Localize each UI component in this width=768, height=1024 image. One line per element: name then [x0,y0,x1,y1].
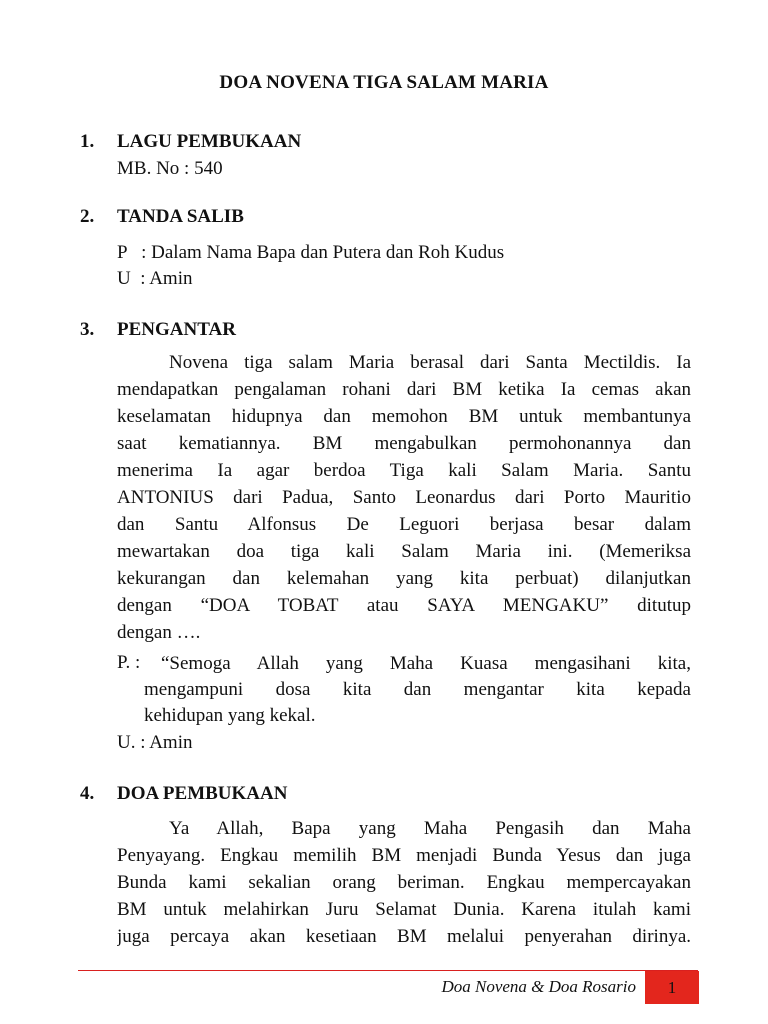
people-response: U. : Amin [117,732,193,753]
section-number: 4. [80,783,95,804]
paragraph-line: dan Santu Alfonsus De Leguori berjasa besar dalam [117,514,691,535]
response-line-u: U : Amin [117,268,193,289]
section-heading-tanda-salib [80,206,244,228]
paragraph-line: keselamatan hidupnya dan memohon BM untuk membantunya [117,406,691,427]
paragraph-line: mewartakan doa tiga kali Salam Maria ini. (Memeriksa [117,541,691,562]
response-line: “Semoga Allah yang Maha Kuasa mengasihani kita, [161,653,691,674]
priest-response-continued [144,677,691,729]
document-title: DOA NOVENA TIGA SALAM MARIA [219,72,549,93]
paragraph-line: Penyayang. Engkau memilih BM menjadi Bunda Yesus dan juga [117,845,691,866]
paragraph-line: ANTONIUS dari Padua, Santo Leonardus dari Porto Mauritio [117,487,691,508]
paragraph-line: dengan …. [117,622,201,643]
paragraph-line: Bunda kami sekalian orang beriman. Engkau mempercayakan [117,872,691,893]
footer-divider [78,970,698,971]
paragraph-line: Ya Allah, Bapa yang Maha Pengasih dan Maha [169,818,691,839]
priest-response [161,651,691,677]
pengantar-paragraph [117,349,691,646]
section-title: LAGU PEMBUKAAN [117,131,302,152]
paragraph-line: mendapatkan pengalaman rohani dari BM ketika Ia cemas akan [117,379,691,400]
section-title: PENGANTAR [117,319,236,340]
response-line-p: P : Dalam Nama Bapa dan Putera dan Roh Kudus [117,242,505,263]
response-prefix-p: P. : [117,652,141,673]
section-number: 1. [80,131,95,152]
paragraph-line: menerima Ia agar berdoa Tiga kali Salam Maria. Santu [117,460,691,481]
response-line: mengampuni dosa kita dan mengantar kita kepada [144,679,691,700]
footer-title: Doa Novena & Doa Rosario [441,977,636,996]
paragraph-line: juga percaya akan kesetiaan BM melalui penyerahan dirinya. [117,926,691,947]
hymn-reference: MB. No : 540 [117,158,223,179]
section-heading-lagu-pembukaan [80,131,301,153]
paragraph-line: BM untuk melahirkan Juru Selamat Dunia. Karena itulah kami [117,899,691,920]
page-number-badge: 1 [645,971,699,1004]
section-title: DOA PEMBUKAAN [117,783,288,804]
section-title: TANDA SALIB [117,206,244,227]
section-number: 2. [80,206,95,227]
paragraph-line: Novena tiga salam Maria berasal dari Santa Mectildis. Ia [169,352,691,373]
section-heading-pengantar [80,319,236,341]
section-heading-doa-pembukaan [80,783,287,805]
paragraph-line: saat kematiannya. BM mengabulkan permohonannya dan [117,433,691,454]
response-line: kehidupan yang kekal. [144,705,316,726]
section-number: 3. [80,319,95,340]
doa-pembukaan-paragraph [117,815,691,950]
paragraph-line: dengan “DOA TOBAT atau SAYA MENGAKU” ditutup [117,595,691,616]
paragraph-line: kekurangan dan kelemahan yang kita perbuat) dilanjutkan [117,568,691,589]
